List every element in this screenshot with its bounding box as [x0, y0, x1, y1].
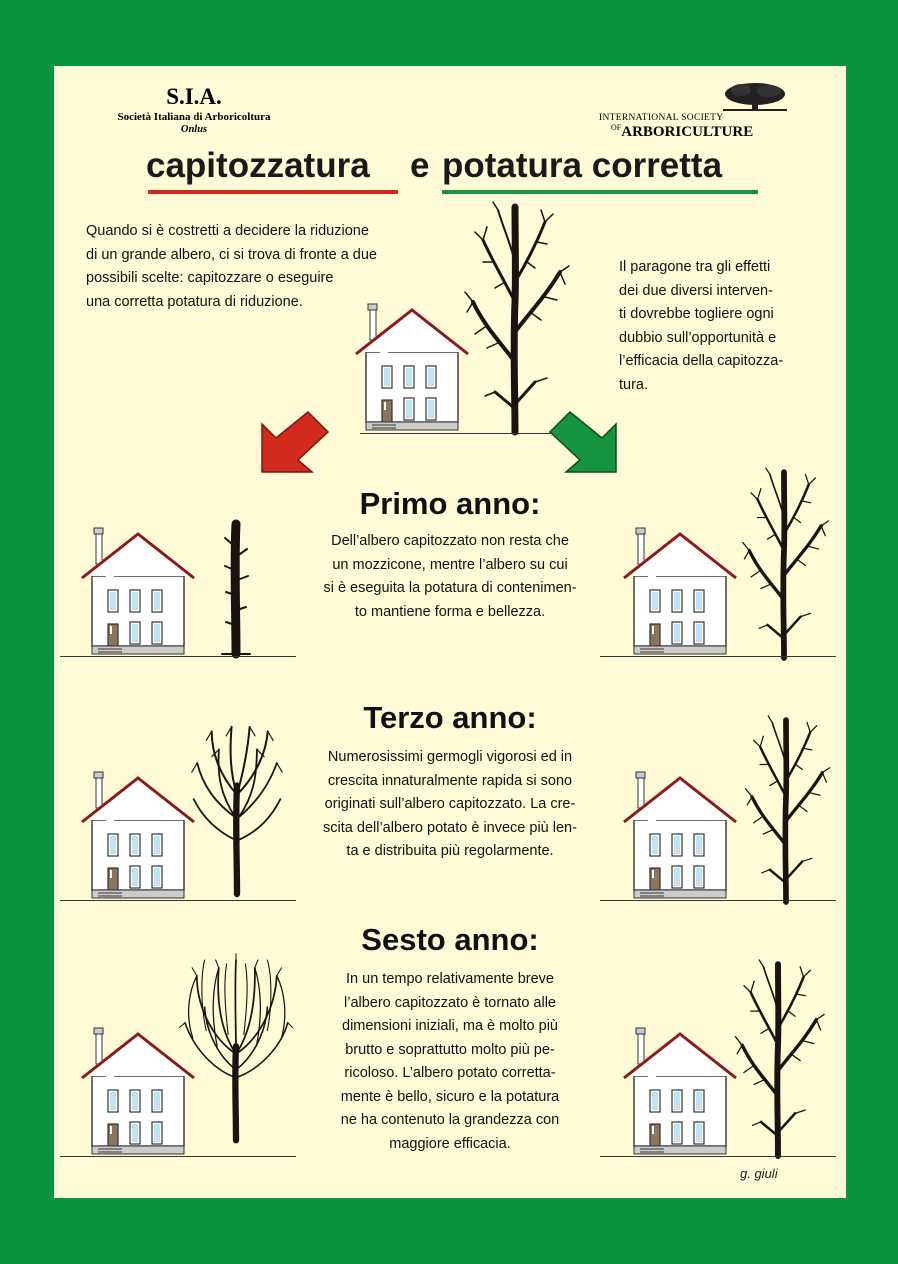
intro-right — [619, 256, 829, 397]
title-conj: e — [410, 146, 430, 185]
intro-right-line: Il paragone tra gli effetti — [619, 259, 771, 275]
section-2-text — [290, 746, 610, 864]
sia-acronym: S.I.A. — [166, 84, 222, 109]
intro-right-line: l’efficacia della capitozza- — [619, 353, 784, 369]
section-3-heading: Sesto anno: — [361, 922, 539, 957]
intro-left — [86, 220, 431, 314]
isa-logo — [599, 82, 789, 142]
sia-logo — [84, 84, 304, 136]
ground-line — [600, 656, 836, 657]
tree-illustration-center — [450, 202, 580, 432]
section-2-line: originati sull’albero capitozzato. La cre- — [324, 796, 576, 812]
poster — [54, 66, 846, 1198]
section-2-line: scita dell’albero potato è invece più len- — [323, 819, 577, 836]
intro-right-line: dei due diversi interven- — [619, 282, 773, 299]
capitozzato-tree-stump — [216, 524, 256, 656]
sia-full-name: Società Italiana di Arboricoltura — [117, 111, 271, 123]
ground-line-center — [360, 433, 556, 434]
green-arrow-icon — [548, 412, 618, 472]
section-2-line: Numerosissimi germogli vigorosi ed in — [327, 749, 573, 765]
signature: g. giuli — [740, 1166, 778, 1181]
intro-right-line: dubbio sull’opportunità e — [619, 329, 777, 346]
ground-line — [60, 1156, 296, 1157]
section-2-line: crescita innaturalmente rapida si sono — [327, 772, 573, 789]
title-part1: capitozzatura — [146, 146, 370, 185]
potato-tree — [734, 716, 838, 902]
intro-left-line: Quando si è costretti a decidere la riduzione — [86, 223, 369, 239]
section-3-line: ricoloso. L’albero potato corretta- — [344, 1065, 556, 1081]
potato-tree — [734, 468, 834, 658]
section-3-line: dimensioni iniziali, ma è molto più — [342, 1018, 558, 1034]
intro-right-line: tura. — [619, 376, 649, 393]
house-illustration — [82, 772, 194, 900]
section-2-heading: Terzo anno: — [363, 700, 537, 735]
section-1-line: un mozzicone, mentre l’albero su cui — [332, 556, 568, 573]
isa-line2-wrap — [599, 123, 754, 141]
title-green-underline — [442, 190, 758, 194]
section-3-text — [300, 968, 600, 1156]
section-3-line: ne ha contenuto la grandezza con — [340, 1112, 560, 1128]
title-part2: potatura corretta — [442, 146, 723, 185]
capitozzato-tree-bushy — [178, 936, 294, 1158]
title-red-underline — [148, 190, 398, 194]
page-title — [146, 146, 766, 196]
ground-line — [600, 900, 836, 901]
isa-line2-prefix: OF — [611, 123, 622, 132]
section-3-line: mente è bello, sicuro e la potatura — [340, 1088, 560, 1105]
section-2-line: ta e distribuita più regolarmente. — [346, 843, 554, 859]
section-3-line: In un tempo relativamente breve — [346, 971, 554, 987]
ground-line — [60, 656, 296, 657]
section-3-line: brutto e soprattutto molto più pe- — [345, 1041, 555, 1058]
house-illustration — [82, 528, 194, 656]
intro-left-line: possibili scelte: capitozzare o eseguire — [86, 270, 334, 286]
intro-left-line: di un grande albero, ci si trova di fronte a due — [86, 246, 377, 263]
intro-right-line: ti dovrebbe togliere ogni — [619, 306, 774, 322]
section-1-heading: Primo anno: — [359, 486, 541, 521]
intro-left-line: una corretta potatura di riduzione. — [86, 293, 303, 310]
section-3-line: l’albero capitozzato è tornato alle — [344, 994, 556, 1011]
potato-tree — [722, 960, 834, 1156]
section-1-line: to mantiene forma e bellezza. — [354, 603, 546, 620]
capitozzato-tree-sprouts — [190, 720, 284, 900]
house-illustration — [624, 772, 736, 900]
ground-line — [60, 900, 296, 901]
house-illustration — [624, 1028, 736, 1156]
house-illustration — [624, 528, 736, 656]
isa-line1: INTERNATIONAL SOCIETY — [599, 113, 724, 123]
section-1-line: Dell’albero capitozzato non resta che — [331, 533, 569, 549]
ground-line — [600, 1156, 836, 1157]
isa-tree-icon — [723, 82, 787, 112]
isa-line2: ARBORICULTURE — [621, 124, 754, 140]
section-3-line: maggiore efficacia. — [389, 1135, 511, 1152]
red-arrow-icon — [260, 412, 330, 472]
section-1-line: si è eseguita la potatura di contenimen- — [323, 580, 577, 596]
section-1-text — [300, 530, 600, 624]
sia-onlus: Onlus — [180, 124, 208, 135]
